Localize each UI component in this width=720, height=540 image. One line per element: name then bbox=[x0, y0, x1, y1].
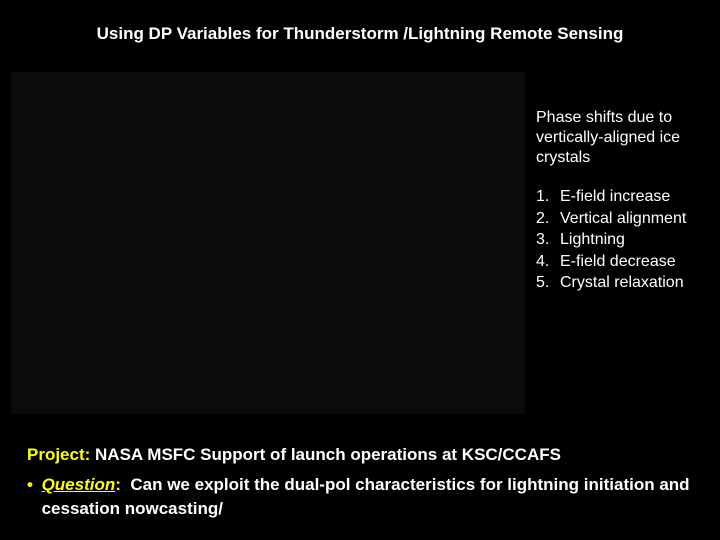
bullet-icon: • bbox=[27, 475, 33, 494]
list-item: 4. E-field decrease bbox=[536, 252, 676, 270]
phase-steps-list bbox=[536, 186, 716, 294]
project-text: NASA MSFC Support of launch operations at KSC/CCAFS bbox=[95, 445, 561, 464]
project-line bbox=[27, 443, 717, 467]
list-item: 1. E-field increase bbox=[536, 188, 671, 205]
embedded-media-panel[interactable] bbox=[11, 72, 525, 414]
slide-title: Using DP Variables for Thunderstorm /Lightning Remote Sensing bbox=[96, 24, 624, 43]
question-label: Question bbox=[41, 475, 116, 494]
question-body bbox=[42, 473, 717, 521]
list-item: 3. Lightning bbox=[536, 231, 625, 248]
question-text: Can we exploit the dual-pol characteristics for lightning initiation and cessation nowcasting/ bbox=[41, 475, 690, 518]
sidebar-notes bbox=[536, 108, 716, 294]
sidebar-intro: Phase shifts due to vertically-aligned ice crystals bbox=[536, 109, 681, 166]
list-item: 2. Vertical alignment bbox=[536, 209, 687, 227]
question-bullet bbox=[27, 473, 717, 521]
question-colon: : bbox=[115, 475, 121, 494]
project-label: Project: bbox=[27, 445, 91, 464]
list-item: 5. Crystal relaxation bbox=[536, 274, 684, 291]
